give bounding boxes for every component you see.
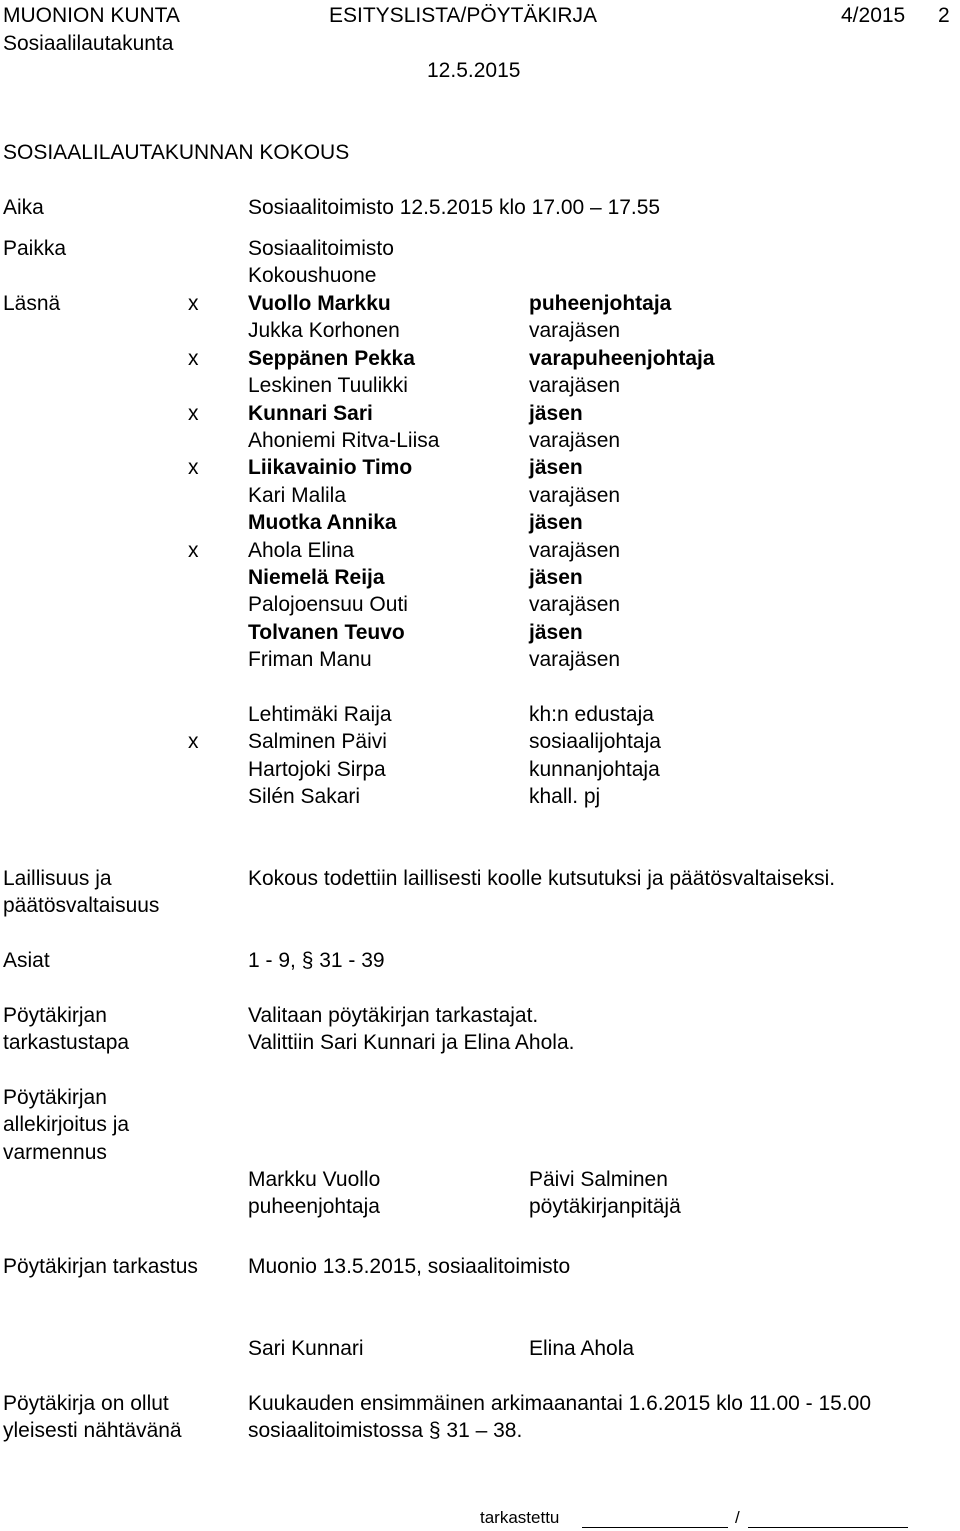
attendee-role: varajäsen bbox=[529, 429, 621, 452]
place-line-2: Kokoushuone bbox=[248, 264, 377, 287]
presence-mark: x bbox=[188, 456, 199, 480]
legality-label-1: Laillisuus ja bbox=[3, 867, 112, 890]
reviewer-2: Elina Ahola bbox=[529, 1337, 635, 1360]
attendee-name: Leskinen Tuulikki bbox=[248, 374, 408, 398]
initials-separator: / bbox=[735, 1508, 740, 1527]
chair-name: Markku Vuollo bbox=[248, 1168, 381, 1191]
attendee-role: jäsen bbox=[529, 566, 583, 589]
review-method-line-2: Valittiin Sari Kunnari ja Elina Ahola. bbox=[248, 1031, 575, 1054]
attendance-label: Läsnä bbox=[3, 292, 61, 315]
attendee-role: jäsen bbox=[529, 511, 583, 535]
attendee-name: Lehtimäki Raija bbox=[248, 703, 392, 726]
secretary-role: pöytäkirjanpitäjä bbox=[529, 1195, 681, 1218]
presence-mark: x bbox=[188, 346, 199, 370]
place-label: Paikka bbox=[3, 237, 67, 260]
attendee-role: khall. pj bbox=[529, 785, 601, 809]
presence-mark: x bbox=[188, 401, 199, 425]
matters-label: Asiat bbox=[3, 949, 50, 972]
attendee-role: varajäsen bbox=[529, 319, 621, 343]
attendee-role: jäsen bbox=[529, 456, 583, 480]
attendee-role: kh:n edustaja bbox=[529, 703, 654, 726]
signing-label-2: allekirjoitus ja bbox=[3, 1113, 130, 1136]
time-label: Aika bbox=[3, 196, 44, 219]
attendee-role: varajäsen bbox=[529, 483, 621, 507]
matters-value: 1 - 9, § 31 - 39 bbox=[248, 949, 385, 972]
attendee-role: jäsen bbox=[529, 401, 583, 425]
secretary-name: Päivi Salminen bbox=[529, 1168, 668, 1191]
review-method-label-2: tarkastustapa bbox=[3, 1031, 130, 1054]
document-type: ESITYSLISTA/PÖYTÄKIRJA bbox=[329, 4, 598, 27]
meeting-title: SOSIAALILAUTAKUNNAN KOKOUS bbox=[3, 141, 350, 164]
signing-label-3: varmennus bbox=[3, 1141, 107, 1164]
attendee-role: jäsen bbox=[529, 620, 583, 644]
presence-mark: x bbox=[188, 730, 199, 754]
review-label: Pöytäkirjan tarkastus bbox=[3, 1255, 198, 1278]
attendee-name: Silén Sakari bbox=[248, 785, 361, 809]
attendee-role: puheenjohtaja bbox=[529, 292, 672, 315]
legality-text: Kokous todettiin laillisesti koolle kutsutuksi ja päätösvaltaiseksi. bbox=[248, 867, 836, 890]
review-method-label-1: Pöytäkirjan bbox=[3, 1004, 107, 1027]
time-value: Sosiaalitoimisto 12.5.2015 klo 17.00 – 17.55 bbox=[248, 196, 661, 219]
attendee-name: Salminen Päivi bbox=[248, 730, 387, 754]
attendee-name: Ahola Elina bbox=[248, 538, 355, 562]
attendee-role: kunnanjohtaja bbox=[529, 757, 660, 781]
review-value: Muonio 13.5.2015, sosiaalitoimisto bbox=[248, 1255, 571, 1278]
presence-mark: x bbox=[188, 292, 199, 315]
committee-name: Sosiaalilautakunta bbox=[3, 32, 174, 55]
attendee-name: Kari Malila bbox=[248, 483, 347, 507]
attendee-name: Vuollo Markku bbox=[248, 292, 391, 315]
attendee-name: Hartojoki Sirpa bbox=[248, 757, 386, 781]
presence-mark: x bbox=[188, 538, 199, 562]
attendee-name: Niemelä Reija bbox=[248, 566, 385, 589]
attendee-role: varajäsen bbox=[529, 538, 621, 562]
org-name: MUONION KUNTA bbox=[3, 4, 180, 27]
public-line-2: sosiaalitoimistossa § 31 – 38. bbox=[248, 1419, 523, 1442]
signing-label-1: Pöytäkirjan bbox=[3, 1086, 107, 1109]
attendee-name: Palojoensuu Outi bbox=[248, 593, 408, 617]
header-date: 12.5.2015 bbox=[427, 59, 521, 82]
reviewer-1: Sari Kunnari bbox=[248, 1337, 364, 1360]
attendee-name: Seppänen Pekka bbox=[248, 346, 415, 370]
initials-line-1 bbox=[582, 1527, 728, 1528]
attendee-role: varajäsen bbox=[529, 374, 621, 398]
attendee-role: varapuheenjohtaja bbox=[529, 346, 715, 370]
public-label-1: Pöytäkirja on ollut bbox=[3, 1392, 169, 1415]
attendee-name: Tolvanen Teuvo bbox=[248, 620, 405, 644]
attendee-role: varajäsen bbox=[529, 648, 621, 672]
public-line-1: Kuukauden ensimmäinen arkimaanantai 1.6.2015 klo 11.00 - 15.00 bbox=[248, 1392, 872, 1415]
document-number: 4/2015 bbox=[841, 4, 906, 27]
attendee-role: sosiaalijohtaja bbox=[529, 730, 661, 754]
attendee-name: Muotka Annika bbox=[248, 511, 397, 535]
public-label-2: yleisesti nähtävänä bbox=[3, 1419, 182, 1442]
checked-label: tarkastettu bbox=[480, 1508, 560, 1527]
initials-line-2 bbox=[748, 1527, 908, 1528]
place-line-1: Sosiaalitoimisto bbox=[248, 237, 394, 260]
attendee-name: Jukka Korhonen bbox=[248, 319, 400, 343]
review-method-line-1: Valitaan pöytäkirjan tarkastajat. bbox=[248, 1004, 539, 1027]
attendee-name: Ahoniemi Ritva-Liisa bbox=[248, 429, 440, 452]
legality-label-2: päätösvaltaisuus bbox=[3, 894, 160, 917]
chair-role: puheenjohtaja bbox=[248, 1195, 380, 1218]
attendee-name: Kunnari Sari bbox=[248, 401, 373, 425]
attendee-name: Liikavainio Timo bbox=[248, 456, 413, 480]
attendee-name: Friman Manu bbox=[248, 648, 372, 672]
attendee-role: varajäsen bbox=[529, 593, 621, 617]
page-number: 2 bbox=[938, 4, 950, 27]
